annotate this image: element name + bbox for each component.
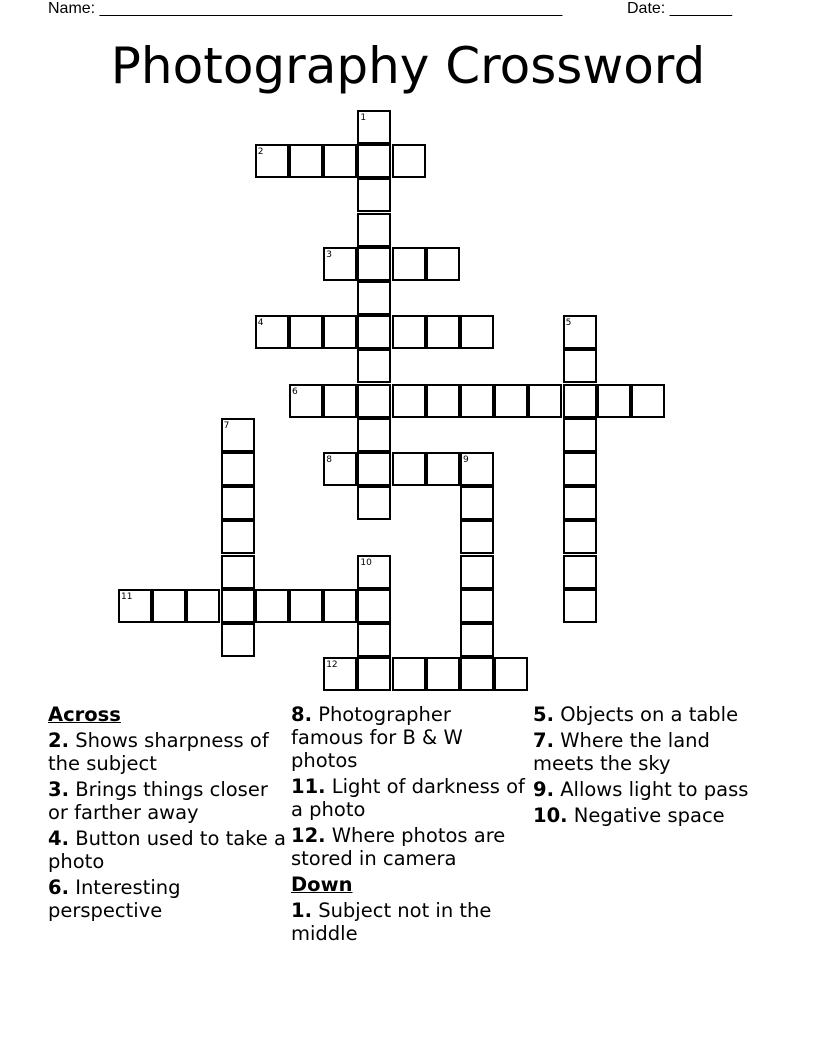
clue-number: 12.: [291, 824, 326, 847]
clue-across-3: [48, 778, 286, 824]
cell-number: 3: [326, 249, 332, 260]
grid-cell[interactable]: [563, 555, 597, 589]
cell-number: 10: [360, 557, 372, 568]
grid-cell[interactable]: [255, 589, 289, 623]
grid-cell[interactable]: [563, 452, 597, 486]
across-heading: Across: [48, 703, 121, 726]
clue-number: 5.: [533, 703, 554, 726]
clue-number: 9.: [533, 778, 554, 801]
grid-cell[interactable]: [460, 657, 494, 691]
grid-cell[interactable]: [563, 520, 597, 554]
clue-down-1: [291, 899, 529, 945]
grid-cell[interactable]: [221, 589, 255, 623]
cell-number: 8: [326, 455, 332, 465]
grid-cell[interactable]: [221, 555, 255, 589]
name-field[interactable]: Name: ____________________________________________________: [48, 0, 563, 17]
grid-cell[interactable]: [323, 144, 357, 178]
grid-cell[interactable]: [563, 418, 597, 452]
clue-number: 3.: [48, 778, 69, 801]
clue-number: 6.: [48, 876, 69, 899]
grid-cell[interactable]: [289, 589, 323, 623]
clue-number: 10.: [533, 804, 568, 827]
grid-cell[interactable]: [460, 384, 494, 418]
clue-text: Photographer famous for B & W photos: [291, 703, 463, 772]
grid-cell[interactable]: [494, 657, 528, 691]
grid-cell[interactable]: [323, 384, 357, 418]
clue-across-12: [291, 824, 529, 870]
cell-number: 9: [463, 455, 469, 465]
grid-cell[interactable]: [357, 623, 391, 657]
grid-cell[interactable]: [357, 452, 391, 486]
grid-cell[interactable]: [221, 520, 255, 554]
grid-cell[interactable]: [460, 589, 494, 623]
clue-down-9: [533, 778, 773, 801]
grid-cell[interactable]: [221, 452, 255, 486]
clue-column-2: [291, 703, 529, 948]
grid-cell[interactable]: [357, 213, 391, 247]
clue-across-8: [291, 703, 529, 772]
clue-number: 1.: [291, 899, 312, 922]
clue-across-4: [48, 827, 286, 873]
grid-cell[interactable]: [460, 486, 494, 520]
clue-number: 11.: [291, 775, 326, 798]
grid-cell[interactable]: [357, 178, 391, 212]
clue-down-10: [533, 804, 773, 827]
cell-number: 12: [326, 660, 338, 671]
clue-text: Brings things closer or farther away: [48, 778, 268, 824]
grid-cell[interactable]: [426, 657, 460, 691]
clue-text: Negative space: [573, 804, 725, 827]
grid-cell[interactable]: [289, 144, 323, 178]
grid-cell[interactable]: [563, 486, 597, 520]
grid-cell[interactable]: [221, 486, 255, 520]
cell-number: 7: [223, 420, 230, 431]
down-heading: Down: [291, 873, 353, 896]
grid-cell[interactable]: [392, 452, 426, 486]
page-title: Photography Crossword: [110, 37, 706, 95]
cell-number: 5: [565, 318, 572, 329]
grid-cell[interactable]: [392, 247, 426, 281]
grid-cell[interactable]: [460, 623, 494, 657]
grid-cell[interactable]: [392, 315, 426, 349]
grid-cell[interactable]: [357, 281, 391, 315]
grid-cell[interactable]: [460, 555, 494, 589]
grid-cell[interactable]: [186, 589, 220, 623]
grid-cell[interactable]: [357, 349, 391, 383]
cell-number: 1: [360, 113, 367, 123]
grid-cell[interactable]: [392, 657, 426, 691]
clue-number: 8.: [291, 703, 312, 726]
cell-number: 11: [121, 591, 133, 602]
clue-number: 7.: [533, 729, 554, 752]
clue-number: 2.: [48, 729, 69, 752]
grid-cell[interactable]: [357, 589, 391, 623]
grid-cell[interactable]: [426, 384, 460, 418]
clue-text: Where the land meets the sky: [533, 729, 710, 775]
clue-across-6: [48, 876, 286, 922]
grid-cell[interactable]: [357, 144, 391, 178]
clue-down-5: [533, 703, 773, 726]
grid-cell[interactable]: [563, 384, 597, 418]
grid-cell[interactable]: [152, 589, 186, 623]
cell-number: 2: [257, 147, 264, 158]
grid-cell[interactable]: [357, 384, 391, 418]
clue-text: Allows light to pass: [560, 778, 749, 801]
clue-text: Where photos are stored in camera: [291, 824, 506, 870]
grid-cell[interactable]: [460, 315, 494, 349]
grid-cell[interactable]: [289, 315, 323, 349]
grid-cell[interactable]: [494, 384, 528, 418]
grid-cell[interactable]: [323, 315, 357, 349]
grid-cell[interactable]: [528, 384, 562, 418]
grid-cell[interactable]: [357, 247, 391, 281]
grid-cell[interactable]: [563, 349, 597, 383]
grid-cell[interactable]: [426, 452, 460, 486]
grid-cell[interactable]: [357, 657, 391, 691]
grid-cell[interactable]: [357, 418, 391, 452]
grid-cell[interactable]: [597, 384, 631, 418]
cell-number: 6: [292, 386, 298, 397]
grid-cell[interactable]: [460, 520, 494, 554]
grid-cell[interactable]: [323, 589, 357, 623]
grid-cell[interactable]: [221, 623, 255, 657]
clue-text: Button used to take a photo: [48, 827, 286, 873]
clue-column-1: [48, 703, 286, 925]
clue-text: Shows sharpness of the subject: [48, 729, 269, 775]
clue-text: Objects on a table: [560, 703, 739, 726]
grid-cell[interactable]: [631, 384, 665, 418]
grid-cell[interactable]: [357, 486, 391, 520]
clue-text: Interesting perspective: [48, 876, 181, 922]
grid-cell[interactable]: [426, 315, 460, 349]
clue-down-7: [533, 729, 773, 775]
grid-cell[interactable]: [392, 384, 426, 418]
grid-cell[interactable]: [392, 144, 426, 178]
clue-text: Light of darkness of a photo: [291, 775, 525, 821]
clue-column-3: [533, 703, 773, 830]
grid-cell[interactable]: [357, 315, 391, 349]
clue-across-2: [48, 729, 286, 775]
clue-across-11: [291, 775, 529, 821]
clue-number: 4.: [48, 827, 69, 850]
cell-number: 4: [257, 318, 264, 329]
date-field[interactable]: Date: _______: [627, 0, 732, 17]
grid-cell[interactable]: [563, 589, 597, 623]
grid-cell[interactable]: [426, 247, 460, 281]
clue-text: Subject not in the middle: [291, 899, 492, 945]
